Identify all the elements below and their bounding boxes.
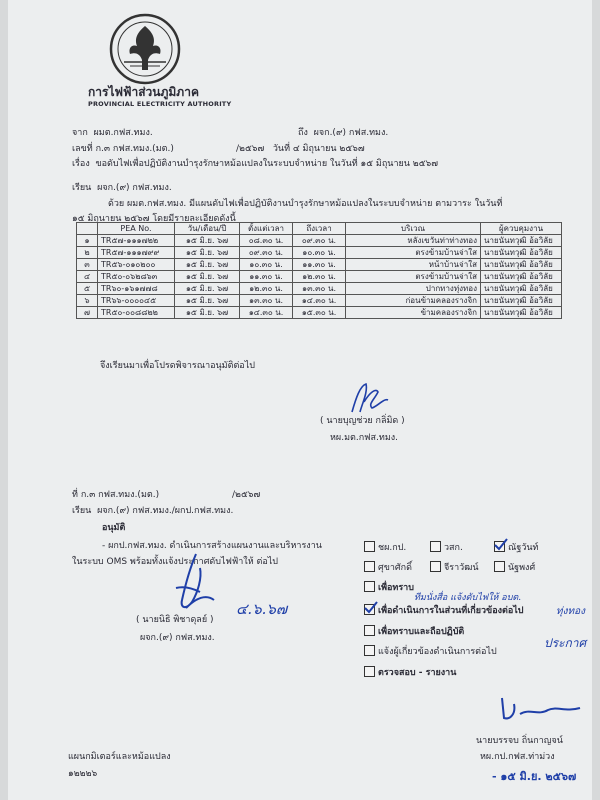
cell-to: ๑๕.๓๐ น. — [293, 307, 346, 319]
approve-heading: อนุมัติ — [102, 523, 126, 533]
outage-schedule-table — [76, 222, 562, 319]
cell-area: ตรงข้ามบ้านจ่าใส — [346, 247, 481, 259]
document-page — [8, 0, 592, 800]
footer-phone: ๑๒๒๒๖ — [68, 769, 98, 779]
number-label: เลขที่ — [72, 144, 93, 154]
routing-checkbox-label: วสก. — [444, 543, 463, 553]
cell-area: ปากทางทุ่งทอง — [346, 283, 481, 295]
cell-supervisor: นายนันทวุฒิ อ้อวิลัย — [481, 259, 562, 271]
col-header-no — [77, 223, 98, 235]
cell-area: หน้าบ้านจ่าใส — [346, 259, 481, 271]
signer2-position: ผจก.(๙) กฟส.ทมง. — [140, 633, 215, 643]
cell-supervisor: นายนันทวุฒิ อ้อวิลัย — [481, 283, 562, 295]
routing-checkbox-label: นัฐพงศ์ — [508, 563, 536, 573]
routing-checkbox[interactable] — [494, 541, 505, 552]
routing-option-label: เพื่อทราบ — [378, 583, 414, 593]
approve-line-1: - ผกป.กฟส.ทมง. ดำเนินการสร้างแผนงานและบริหารงาน — [102, 541, 322, 551]
number-year: /๒๕๖๗ — [236, 144, 265, 154]
handwritten-note: ทีมนั่งสื่อ แจ้งดับไฟให้ อบต. — [414, 593, 522, 603]
signer1-position: หผ.มต.กฟส.ทมง. — [330, 433, 399, 443]
table-row — [77, 283, 562, 295]
cell-to: ๑๔.๓๐ น. — [293, 295, 346, 307]
routing-checkbox-label: จีราวัฒน์ — [444, 563, 479, 573]
cell-pea: TR๖๐-๑๖๑๗๗๘ — [98, 283, 175, 295]
from-line — [72, 125, 153, 139]
cell-date: ๑๕ มิ.ย. ๖๗ — [175, 247, 240, 259]
cell-area: ก่อนข้ามคลองรางจิก — [346, 295, 481, 307]
cell-no: ๔ — [77, 271, 98, 283]
cell-supervisor: นายนันทวุฒิ อ้อวิลัย — [481, 235, 562, 247]
col-header-from-time: ตั้งแต่เวลา — [240, 223, 293, 235]
cell-from: ๐๘.๓๐ น. — [240, 235, 293, 247]
cell-no: ๕ — [77, 283, 98, 295]
signer3-position: หผ.กป.กฟส.ท่าม่วง — [480, 752, 555, 762]
cell-to: ๐๙.๓๐ น. — [293, 235, 346, 247]
col-header-pea-no: PEA No. — [98, 223, 175, 235]
table-row — [77, 235, 562, 247]
table-row — [77, 295, 562, 307]
col-header-area: บริเวณ — [346, 223, 481, 235]
cell-no: ๑ — [77, 235, 98, 247]
signature-1 — [338, 378, 398, 418]
cell-from: ๐๙.๓๐ น. — [240, 247, 293, 259]
cell-from: ๑๒.๓๐ น. — [240, 283, 293, 295]
footer-dept: แผนกมิเตอร์และหม้อแปลง — [68, 752, 171, 762]
cell-pea: TR๕๖-๐๑๐๒๐๐ — [98, 259, 175, 271]
routing-checkbox[interactable] — [430, 541, 441, 552]
to-label: ถึง — [298, 128, 308, 138]
closing-text: จึงเรียนมาเพื่อโปรดพิจารณาอนุมัติต่อไป — [100, 361, 255, 371]
org-name-th: การไฟฟ้าส่วนภูมิภาค — [88, 85, 199, 99]
cell-area: ข้ามคลองรางจิก — [346, 307, 481, 319]
body-line-2: ๑๕ มิถุนายน ๒๕๖๗ โดยมีรายละเอียดดังนี้ — [72, 214, 236, 224]
routing-option-checkbox[interactable] — [364, 604, 375, 615]
reply-to-value: ผจก.(๙) กฟส.ทมง./ผกป.กฟส.ทมง. — [97, 506, 234, 516]
cell-supervisor: นายนันทวุฒิ อ้อวิลัย — [481, 247, 562, 259]
cell-supervisor: นายนันทวุฒิ อ้อวิลัย — [481, 295, 562, 307]
reply-to-line — [72, 503, 233, 517]
routing-checkbox-label: ศุขาศักดิ์ — [378, 563, 412, 573]
to-line — [298, 125, 388, 139]
cell-pea: TR๕๗-๑๑๑๗๙๙ — [98, 247, 175, 259]
signer3-date-stamp: - ๑๕ มิ.ย. ๒๕๖๗ — [492, 770, 577, 783]
col-header-date: วัน/เดือน/ปี — [175, 223, 240, 235]
reply-number-year: /๒๕๖๗ — [232, 490, 261, 500]
routing-checkbox[interactable] — [364, 561, 375, 572]
cell-date: ๑๕ มิ.ย. ๖๗ — [175, 283, 240, 295]
cell-date: ๑๕ มิ.ย. ๖๗ — [175, 295, 240, 307]
handwritten-note-3: ประกาศ — [544, 636, 587, 650]
routing-checkbox[interactable] — [494, 561, 505, 572]
to-value: ผจก.(๙) กฟส.ทมง. — [313, 128, 389, 138]
body-line-1: ด้วย ผมต.กฟส.ทมง. มีแผนดับไฟเพื่อปฏิบัติงานบำรุงรักษาหม้อแปลงในระบบจำหน่าย ตามวาระ ในวันที่ — [108, 199, 503, 209]
signature-2 — [156, 548, 226, 618]
table-row — [77, 259, 562, 271]
routing-checkbox-label: ชผ.กป. — [378, 543, 407, 553]
signer3-name: นายบรรจบ ถิ่นกาญจน์ — [476, 736, 563, 746]
routing-option-checkbox[interactable] — [364, 666, 375, 677]
cell-pea: TR๕๐-๐๖๒๘๖๓ — [98, 271, 175, 283]
cell-date: ๑๕ มิ.ย. ๖๗ — [175, 271, 240, 283]
from-label: จาก — [72, 128, 88, 138]
cell-to: ๑๓.๓๐ น. — [293, 283, 346, 295]
cell-date: ๑๕ มิ.ย. ๖๗ — [175, 307, 240, 319]
cell-area: ตรงข้ามบ้านจ่าใส — [346, 271, 481, 283]
signer2-handwritten-date: ๔.๖.๖๗ — [236, 600, 288, 618]
routing-option-label: เพื่อดำเนินการในส่วนที่เกี่ยวข้องต่อไป — [378, 606, 524, 616]
routing-checkbox[interactable] — [430, 561, 441, 572]
signer1-name: ( นายบุญช่วย กลิ่มิด ) — [320, 416, 405, 426]
approve-line-2: ในระบบ OMS พร้อมทั้งแจ้งประกาศดับไฟฟ้าให้ ต่อไป — [72, 557, 278, 567]
table-row — [77, 307, 562, 319]
table-header-row — [77, 223, 562, 235]
salutation-label: เรียน — [72, 183, 92, 193]
cell-no: ๖ — [77, 295, 98, 307]
cell-supervisor: นายนันทวุฒิ อ้อวิลัย — [481, 271, 562, 283]
cell-no: ๒ — [77, 247, 98, 259]
cell-to: ๑๑.๓๐ น. — [293, 259, 346, 271]
number-line — [72, 141, 174, 155]
routing-option-checkbox[interactable] — [364, 625, 375, 636]
reply-number-line — [72, 487, 159, 501]
signer2-name: ( นายนิธิ พิชาดุลย์ ) — [136, 615, 214, 625]
date-line — [236, 141, 365, 155]
cell-pea: TR๖๖-๐๐๐๐๔๕ — [98, 295, 175, 307]
cell-date: ๑๕ มิ.ย. ๖๗ — [175, 235, 240, 247]
org-name-en: PROVINCIAL ELECTRICITY AUTHORITY — [88, 100, 232, 108]
table-row — [77, 271, 562, 283]
routing-option-label: ตรวจสอบ - รายงาน — [378, 668, 457, 678]
subject-line — [72, 156, 438, 170]
cell-pea: TR๕๗-๑๑๑๗๒๒ — [98, 235, 175, 247]
salutation-value: ผจก.(๙) กฟส.ทมง. — [97, 183, 172, 193]
routing-option-label: เพื่อทราบและถือปฏิบัติ — [378, 627, 465, 637]
routing-option-checkbox[interactable] — [364, 581, 375, 592]
signature-3 — [496, 690, 586, 726]
cell-date: ๑๕ มิ.ย. ๖๗ — [175, 259, 240, 271]
cell-no: ๗ — [77, 307, 98, 319]
col-header-supervisor: ผู้ควบคุมงาน — [481, 223, 562, 235]
cell-from: ๑๔.๓๐ น. — [240, 307, 293, 319]
reply-number-value: ก.๓ กฟส.ทมง.(มต.) — [80, 490, 160, 500]
cell-from: ๑๓.๓๐ น. — [240, 295, 293, 307]
col-header-to-time: ถึงเวลา — [293, 223, 346, 235]
routing-checkbox[interactable] — [364, 541, 375, 552]
cell-supervisor: นายนันทวุฒิ อ้อวิลัย — [481, 307, 562, 319]
routing-option-checkbox[interactable] — [364, 645, 375, 656]
routing-option-label: แจ้งผู้เกี่ยวข้องดำเนินการต่อไป — [378, 647, 497, 657]
cell-from: ๑๐.๓๐ น. — [240, 259, 293, 271]
cell-from: ๑๑.๓๐ น. — [240, 271, 293, 283]
reply-number-label: ที่ — [72, 490, 78, 500]
cell-pea: TR๕๐-๐๐๘๘๒๒ — [98, 307, 175, 319]
date-label: วันที่ — [272, 144, 290, 154]
table-row — [77, 247, 562, 259]
cell-to: ๑๐.๓๐ น. — [293, 247, 346, 259]
salutation-line — [72, 180, 172, 194]
cell-to: ๑๒.๓๐ น. — [293, 271, 346, 283]
cell-area: หลังเขวันท่าท่างทอง — [346, 235, 481, 247]
pea-seal-logo — [108, 12, 182, 86]
date-value: ๔ มิถุนายน ๒๕๖๗ — [292, 144, 365, 154]
from-value: ผมต.กฟส.ทมง. — [93, 128, 153, 138]
routing-checkbox-label: ณัฐวันท์ — [508, 543, 539, 553]
subject-value: ขอดับไฟเพื่อปฏิบัติงานบำรุงรักษาหม้อแปลงในระบบจำหน่าย ในวันที่ ๑๕ มิถุนายน ๒๕๖๗ — [95, 159, 439, 169]
reply-to-label: เรียน — [72, 506, 92, 516]
cell-no: ๓ — [77, 259, 98, 271]
handwritten-note-2: ทุ่งทอง — [556, 606, 585, 617]
number-value: ก.๓ กฟส.ทมง.(มต.) — [95, 144, 174, 154]
subject-label: เรื่อง — [72, 159, 90, 169]
